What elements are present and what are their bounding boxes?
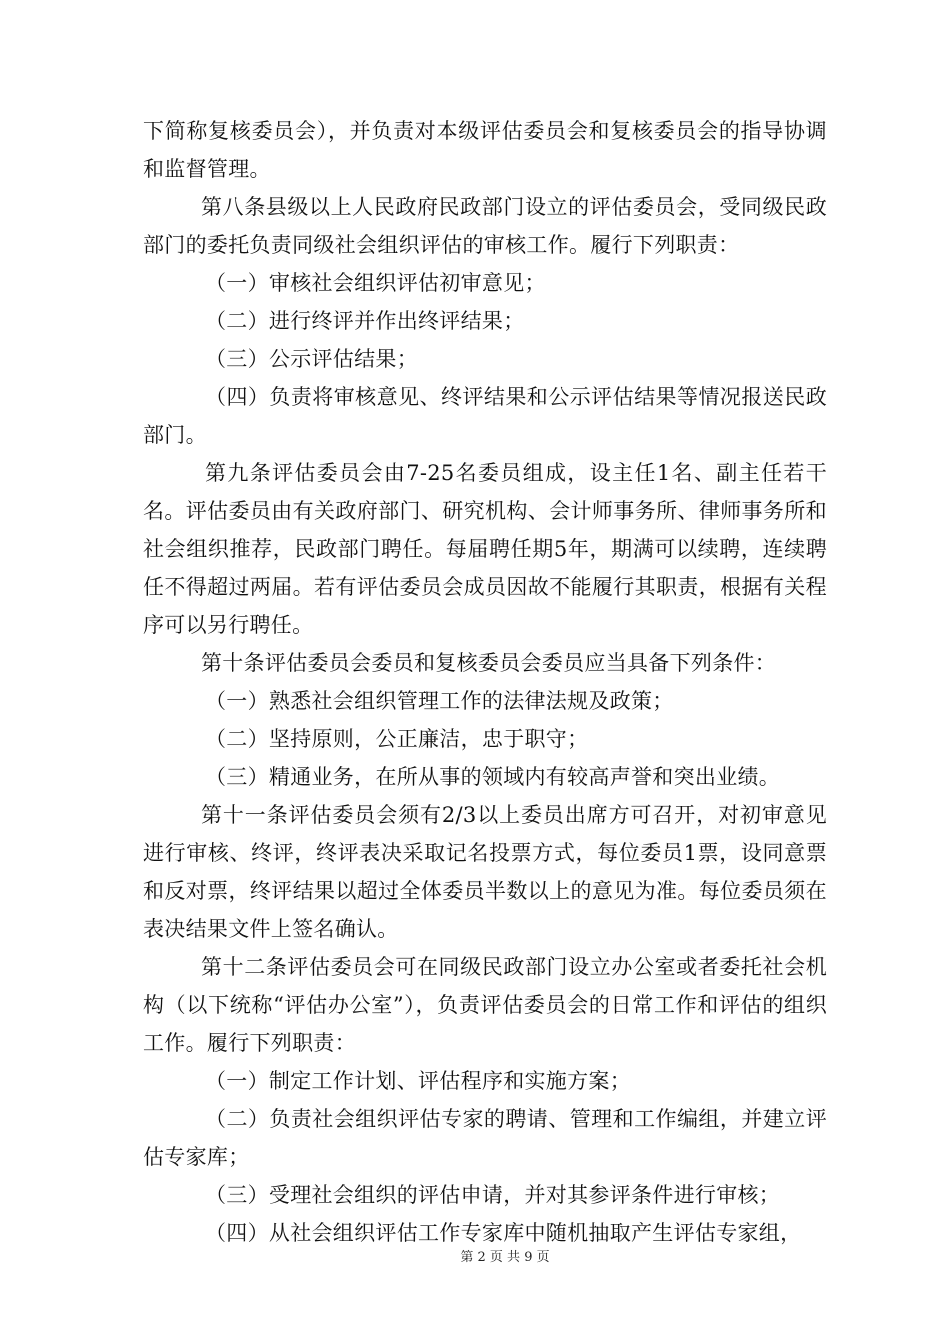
paragraph: 下简称复核委员会），并负责对本级评估委员会和复核委员会的指导协调和监督管理。 [143, 119, 827, 181]
list-item: （三）精通业务，在所从事的领域内有较高声誉和突出业绩。 [205, 765, 781, 789]
list-item: （二）负责社会组织评估专家的聘请、管理和工作编组，并建立评估专家库； [143, 1107, 827, 1169]
list-item: （一）熟悉社会组织管理工作的法律法规及政策； [205, 689, 674, 713]
list-item: （一）制定工作计划、评估程序和实施方案； [205, 1069, 631, 1093]
list-item: （一）审核社会组织评估初审意见； [205, 271, 546, 295]
list-item: （二）进行终评并作出终评结果； [205, 309, 525, 333]
list-item: （四）从社会组织评估工作专家库中随机抽取产生评估专家组， [205, 1221, 802, 1245]
paragraph-article-9: 第九条评估委员会由7-25名委员组成，设主任1名、副主任若干名。评估委员由有关政府部门、研究机构、会计师事务所、律师事务所和社会组织推荐，民政部门聘任。每届聘任期5年，期满可以续聘，连续聘任不得超过两届。若有评估委员会成员因故不能履行其职责，根据有关程序可以另行聘任。 [143, 461, 827, 637]
paragraph-article-12: 第十二条评估委员会可在同级民政部门设立办公室或者委托社会机构（以下统称“评估办公室”），负责评估委员会的日常工作和评估的组织工作。履行下列职责： [143, 955, 827, 1055]
paragraph-article-11: 第十一条评估委员会须有2/3以上委员出席方可召开，对初审意见进行审核、终评，终评表决采取记名投票方式，每位委员1票，设同意票和反对票，终评结果以超过全体委员半数以上的意见为准。每位委员须在表决结果文件上签名确认。 [143, 803, 827, 941]
document-body [143, 112, 827, 1252]
paragraph-article-10: 第十条评估委员会委员和复核委员会委员应当具备下列条件： [201, 651, 777, 675]
paragraph-article-8: 第八条县级以上人民政府民政部门设立的评估委员会，受同级民政部门的委托负责同级社会组织评估的审核工作。履行下列职责： [143, 195, 827, 257]
page-number-footer: 第 2 页 共 9 页 [460, 1250, 550, 1265]
list-item: （三）公示评估结果； [205, 347, 418, 371]
list-item: （三）受理社会组织的评估申请，并对其参评条件进行审核； [205, 1183, 781, 1207]
list-item: （二）坚持原则，公正廉洁，忠于职守； [205, 727, 589, 751]
list-item: （四）负责将审核意见、终评结果和公示评估结果等情况报送民政部门。 [143, 385, 827, 447]
